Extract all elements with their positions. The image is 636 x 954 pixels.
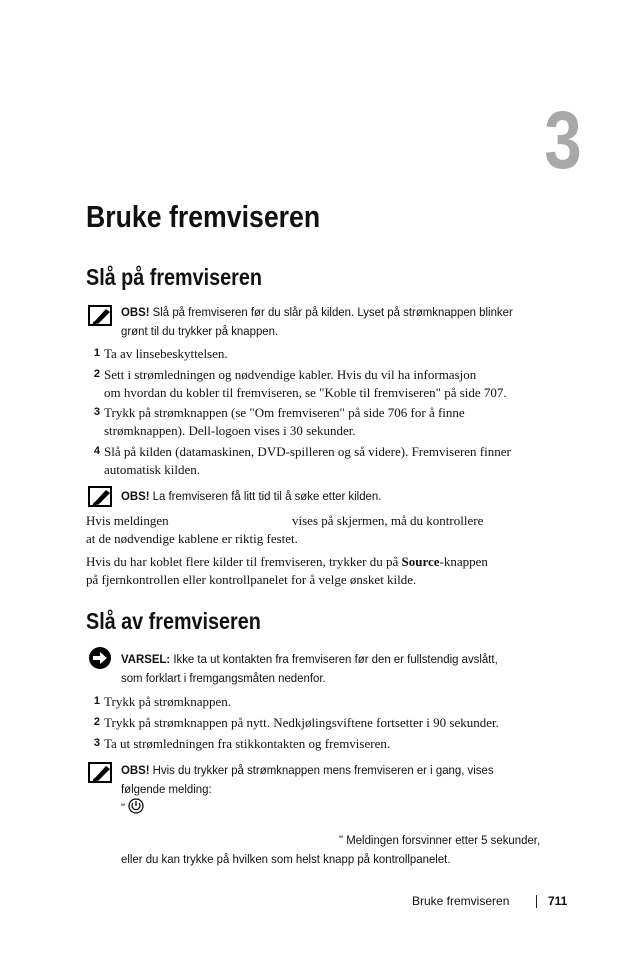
note-text: eller du kan trykke på hvilken som helst knapp på kontrollpanelet. <box>121 852 451 866</box>
note-label: OBS! <box>121 489 150 503</box>
para-text: vises på skjermen, må du kontrollere <box>292 513 484 528</box>
para-text: -knappen <box>439 554 488 569</box>
step-number: 2 <box>93 368 100 380</box>
note-text: Hvis du trykker på strømknappen mens fremviseren er i gang, vises <box>149 763 494 777</box>
source-button-label: Source <box>401 554 440 569</box>
step-number: 4 <box>93 445 100 457</box>
section-heading-power-on: Slå på fremviseren <box>86 264 262 290</box>
step-text <box>104 366 574 402</box>
note-label: OBS! <box>121 763 150 777</box>
footer-chapter-title: Bruke fremviseren <box>412 894 510 908</box>
note-text: grønt til du trykker på knappen. <box>121 324 279 338</box>
step-text: Ta ut strømledningen fra stikkontakten og fremviseren. <box>104 736 391 751</box>
warning-text: Ikke ta ut kontakten fra fremviseren før den er fullstendig avslått, <box>170 652 498 666</box>
step-text <box>104 443 574 479</box>
para-text: at de nødvendige kablene er riktig festet. <box>86 531 298 546</box>
paragraph-2 <box>86 553 576 589</box>
warning-label: VARSEL: <box>121 652 171 666</box>
power-icon <box>128 798 144 819</box>
chapter-title: Bruke fremviseren <box>86 199 321 234</box>
step-text: Trykk på strømknappen på nytt. Nedkjølingsviftene fortsetter i 90 sekunder. <box>104 715 499 730</box>
step-line: automatisk kilden. <box>104 462 201 477</box>
step-text: Ta av linsebeskyttelsen. <box>104 346 228 361</box>
note-pencil-icon <box>88 305 114 327</box>
step-line: Sett i strømledningen og nødvendige kabler. Hvis du vil ha informasjon <box>104 367 477 382</box>
warning-text: som forklart i fremgangsmåten nedenfor. <box>121 671 326 685</box>
para-text: Hvis du har koblet flere kilder til fremviseren, trykker du på <box>86 554 402 569</box>
page-number: 711 <box>548 894 568 908</box>
warning-note <box>121 650 599 688</box>
step-line: Trykk på strømknappen (se "Om fremviseren" på side 706 for å finne <box>104 405 465 420</box>
step-number: 2 <box>93 716 100 728</box>
note-text: " Meldingen forsvinner etter 5 sekunder, <box>339 833 541 847</box>
note-pencil-icon <box>88 486 114 508</box>
note-text: La fremviseren få litt tid til å søke etter kilden. <box>149 489 382 503</box>
step-line: strømknappen). Dell-logoen vises i 30 sekunder. <box>104 423 356 438</box>
note-text: følgende melding: <box>121 782 212 796</box>
note-label: OBS! <box>121 305 150 319</box>
quote-mark: " <box>121 801 126 815</box>
step-number: 1 <box>93 347 100 359</box>
para-text: Hvis meldingen <box>86 513 169 528</box>
note-1 <box>121 303 599 341</box>
note-pencil-icon <box>88 762 114 784</box>
para-text: på fjernkontrollen eller kontrollpanelet for å velge ønsket kilde. <box>86 572 417 587</box>
warning-arrow-icon <box>88 646 112 675</box>
step-number: 3 <box>93 406 100 418</box>
step-line: Slå på kilden (datamaskinen, DVD-spilleren og så videre). Fremviseren finner <box>104 444 511 459</box>
note-text: Slå på fremviseren før du slår på kilden. Lyset på strømknappen blinker <box>149 305 513 319</box>
paragraph-1 <box>86 512 576 548</box>
step-text: Trykk på strømknappen. <box>104 694 231 709</box>
chapter-number: 3 <box>544 95 580 186</box>
section-heading-power-off: Slå av fremviseren <box>86 608 261 634</box>
step-text <box>104 404 574 440</box>
note-2 <box>121 487 599 506</box>
note-3 <box>121 761 599 820</box>
step-number: 1 <box>93 695 100 707</box>
footer-separator <box>536 895 537 908</box>
step-number: 3 <box>93 737 100 749</box>
step-line: om hvordan du kobler til fremviseren, se "Koble til fremviseren" på side 707. <box>104 385 507 400</box>
